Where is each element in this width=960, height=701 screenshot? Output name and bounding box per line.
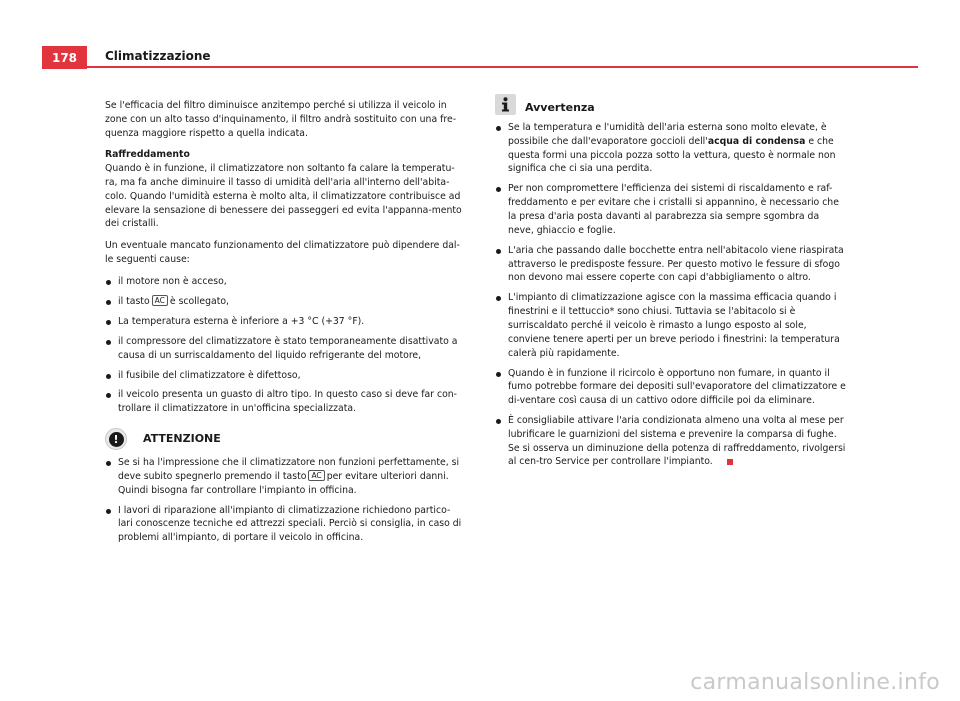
list-item [495,414,847,469]
section-end-marker [727,459,733,465]
list-item [105,369,463,383]
causes-list [105,275,463,416]
intro-paragraph: Se l'efficacia del filtro diminuisce anzitempo perché si utilizza il veicolo in zone con un alto tasso d'inquinamento, il filtro andrà sostituito con una fre-quenza maggiore rispetto a quella indicata. [105,100,457,139]
list-item-text: L'aria che passando dalle bocchette entra nell'abitacolo viene riaspirata attraverso le predisposte fessure. Per questo motivo le fessure di sfogo non devono mai essere coperte con capi d'abbigliamento o altro. [508,244,844,284]
list-item-text: Se la temperatura e l'umidità dell'aria esterna sono molto elevate, è possibile che dall'evaporatore goccioli dell' [508,122,827,147]
attention-header [105,428,463,450]
list-item [105,388,463,416]
list-item-text: il motore non è acceso, [118,275,227,287]
list-item [495,182,847,237]
page-title: Climatizzazione [105,49,211,63]
list-item-text: per evitare ulteriori danni. Quindi bisogna far controllare l'impianto in officina. [118,470,449,496]
attention-title: ATTENZIONE [143,432,221,446]
info-icon [495,94,516,115]
note-title: Avvertenza [525,100,595,114]
list-item-text: il fusibile del climatizzatore è difettoso, [118,369,301,381]
list-item-text: Quando è in funzione il ricircolo è opportuno non fumare, in quanto il fumo potrebbe formare dei depositi sull'evaporatore del climatizzatore e di-ventare così causa di un cattivo odore difficile poi da eliminare. [508,367,846,407]
info-icon-glyph [499,97,512,112]
list-item [105,504,463,545]
section-subheading: Raffreddamento [105,149,190,161]
header-divider [87,66,918,68]
ac-key-symbol: AC [152,295,168,306]
cooling-paragraph: Quando è in funzione, il climatizzatore non soltanto fa calare la temperatu-ra, ma fa anche diminuire il tasso di umidità dell'aria all'interno dell'abita-colo. Quando l'umidità esterna è molto alta, il climatizzatore contribuisce ad elevare la sensazione di benessere dei passeggeri ed evita l'appanna-mento dei cristalli. [105,163,462,230]
list-item-text: il tasto [118,295,150,307]
attention-list [105,456,463,545]
list-item [105,335,463,363]
list-item-text: L'impianto di climatizzazione agisce con la massima efficacia quando i finestrini e il tettuccio* sono chiusi. Tuttavia se l'abitacolo si è surriscaldato perché il veicolo è rimasto a lungo esposto al sole, conviene tenere aperti per un breve periodo i finestrini: la temperatura calerà più rapidamente. [508,292,840,359]
list-item-text: è scollegato, [169,295,229,307]
right-column [495,99,847,475]
list-item-text: La temperatura esterna è inferiore a +3 °C (+37 °F). [118,315,365,327]
warning-icon-glyph: ! [109,432,124,447]
list-item [105,315,463,329]
ac-key-symbol: AC [308,470,324,481]
list-item [105,456,463,497]
list-item [105,295,463,309]
list-item-text: e che questa formi una piccola pozza sotto la vettura, questo è normale non significa che ci sia una perdita. [508,135,836,175]
list-item-text: il compressore del climatizzatore è stato temporaneamente disattivato a causa di un surriscaldamento del liquido refrigerante del motore, [118,335,458,361]
page-number: 178 [42,46,87,69]
note-header [495,94,847,115]
watermark: carmanualsonline.info [690,670,940,695]
list-item [495,121,847,176]
list-item [495,244,847,285]
list-item-text: Per non compromettere l'efficienza dei sistemi di riscaldamento e raf-freddamento e per evitare che i cristalli si appannino, è necessario che la presa d'aria posta davanti al parabrezza sia sempre sgombra da neve, ghiaccio e foglie. [508,183,839,236]
left-column [105,99,463,551]
list-item-text: Se si ha l'impressione che il climatizzatore non funzioni perfettamente, si deve subito spegnerlo premendo il tasto [118,457,460,482]
causes-intro: Un eventuale mancato funzionamento del climatizzatore può dipendere dal-le seguenti cause: [105,240,460,265]
list-item-text: il veicolo presenta un guasto di altro tipo. In questo caso si deve far con-trollare il climatizzatore in un'officina specializzata. [118,389,458,415]
warning-icon [105,428,127,450]
list-item [495,291,847,360]
list-item [105,275,463,289]
emphasis-text: acqua di condensa [707,135,806,147]
list-item-text: È consigliabile attivare l'aria condizionata almeno una volta al mese per lubrificare le guarnizioni del sistema e prevenire la comparsa di fughe. Se si osserva un diminuzione della potenza di raffreddamento, rivolgersi al cen-tro Service per controllare l'impianto. [508,415,846,468]
list-item [495,367,847,408]
list-item-text: I lavori di riparazione all'impianto di climatizzazione richiedono partico-lari conoscenze tecniche ed attrezzi speciali. Perciò si consiglia, in caso di problemi all'impianto, di portare il veicolo in officina. [118,504,462,544]
note-list [495,121,847,469]
